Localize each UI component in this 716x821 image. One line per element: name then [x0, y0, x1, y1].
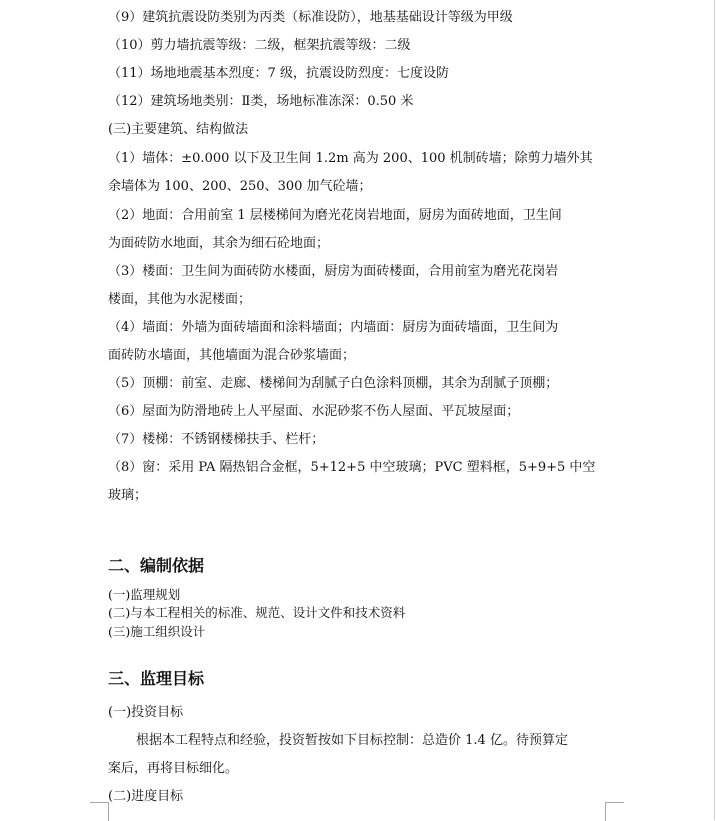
goal-schedule-title: (二)进度目标 [108, 789, 184, 804]
item-11: （11）场地地震基本烈度：7 级，抗震设防烈度：七度设防 [108, 66, 449, 81]
basis-item-2: (二)与本工程相关的标准、规范、设计文件和技术资料 [108, 605, 406, 620]
method-1-line-2: 余墙体为 100、200、250、300 加气砼墙； [108, 179, 372, 194]
method-2-line-2: 为面砖防水地面，其余为细石砼地面； [108, 236, 330, 251]
section-heading-basis: 二、编制依据 [108, 556, 205, 575]
method-4-line-1: （4）墙面：外墙为面砖墙面和涂料墙面；内墙面：厨房为面砖墙面，卫生间为 [108, 320, 559, 335]
goal-investment-title: (一)投资目标 [108, 705, 184, 720]
basis-item-1: (一)监理规划 [108, 587, 181, 602]
page-margin-corner-left [90, 802, 109, 821]
method-1-line-1: （1）墙体：±0.000 以下及卫生间 1.2m 高为 200、100 机制砖墙；除剪力墙外其 [108, 151, 593, 166]
goal-investment-text-line-1: 根据本工程特点和经验，投资暂按如下目标控制：总造价 1.4 亿。待预算定 [136, 733, 568, 748]
basis-item-3: (三)施工组织设计 [108, 624, 206, 639]
method-3-line-2: 楼面，其他为水泥楼面； [108, 292, 252, 307]
item-10: （10）剪力墙抗震等级：二级，框架抗震等级：二级 [108, 38, 411, 53]
subsection-title-structure: (三)主要建筑、结构做法 [108, 122, 249, 137]
section-heading-goals: 三、监理目标 [108, 669, 205, 688]
page-margin-corner-right [605, 802, 624, 821]
method-8-line-2: 玻璃； [108, 488, 148, 503]
method-3-line-1: （3）楼面：卫生间为面砖防水楼面，厨房为面砖楼面，合用前室为磨光花岗岩 [108, 264, 559, 279]
goal-investment-text-line-2: 案后，再将目标细化。 [108, 761, 239, 776]
method-7: （7）楼梯：不锈钢楼梯扶手、栏杆； [108, 432, 325, 447]
method-2-line-1: （2）地面：合用前室 1 层楼梯间为磨光花岗岩地面，厨房为面砖地面，卫生间 [108, 208, 562, 223]
item-9: （9）建筑抗震设防类别为丙类（标准设防），地基基础设计等级为甲级 [108, 10, 513, 25]
item-12: （12）建筑场地类别：Ⅱ类，场地标准冻深：0.50 米 [108, 94, 414, 109]
method-4-line-2: 面砖防水墙面，其他墙面为混合砂浆墙面； [108, 348, 356, 363]
method-5: （5）顶棚：前室、走廊、楼梯间为刮腻子白色涂料顶棚，其余为刮腻子顶棚； [108, 376, 559, 391]
method-8-line-1: （8）窗：采用 PA 隔热铝合金框，5+12+5 中空玻璃；PVC 塑料框，5+9+5 中空 [108, 460, 596, 475]
method-6: （6）屋面为防滑地砖上人平屋面、水泥砂浆不伤人屋面、平瓦坡屋面； [108, 404, 520, 419]
